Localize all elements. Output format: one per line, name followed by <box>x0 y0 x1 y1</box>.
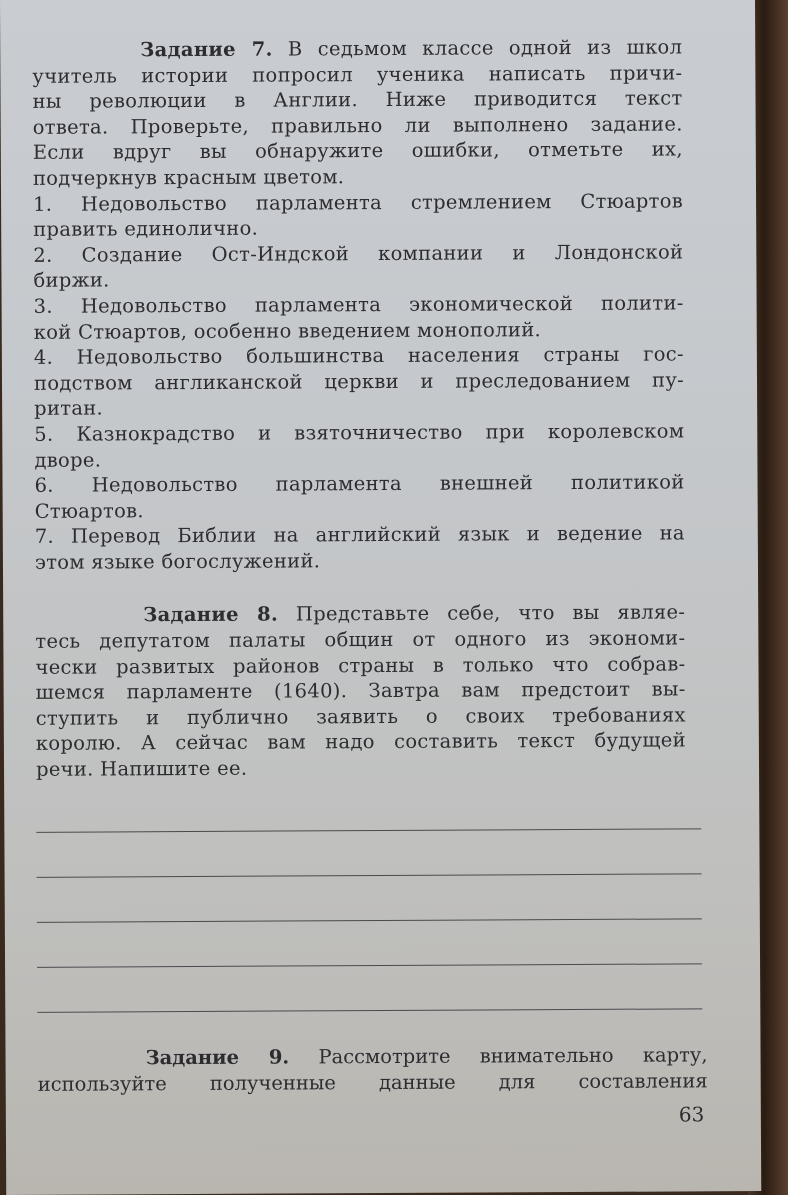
text-line <box>34 316 684 345</box>
line-text: ны революции в Англии. Ниже приводится текст <box>32 86 683 114</box>
line-text: биржи. <box>33 268 110 293</box>
text-line <box>35 600 685 629</box>
text-line <box>34 393 684 422</box>
page-text <box>32 34 686 782</box>
answer-writing-line[interactable] <box>37 963 702 967</box>
answer-item <box>33 239 683 294</box>
line-text: 6. Недовольство парламента внешней политикой <box>34 470 685 497</box>
line-text: 3. Недовольство парламента экономической полити- <box>33 291 684 318</box>
line-text: учитель истории попросил ученика написать причи- <box>32 61 683 88</box>
task-heading: Задание 7. <box>140 37 273 62</box>
task-9 <box>37 1042 707 1097</box>
text-line <box>33 111 683 140</box>
line-text: 1. Недовольство парламента стремлением Стюартов <box>33 188 684 216</box>
line-text: В седьмом классе одной из школ <box>287 35 683 61</box>
text-line <box>33 214 683 243</box>
line-text: королю. А сейчас вам надо составить текст будущей <box>35 728 686 756</box>
line-text: кой Стюартов, особенно введением монополий. <box>33 317 542 344</box>
text-line <box>34 444 684 473</box>
line-text: 7. Перевод Библии на английский язык и ведение на <box>34 521 685 549</box>
line-text: ответа. Проверьте, правильно ли выполнено задание. <box>32 112 683 139</box>
text-line <box>32 60 682 89</box>
line-text: подчеркнув красным цветом. <box>32 165 345 190</box>
text-line <box>36 677 686 706</box>
text-line <box>36 702 686 731</box>
text-line <box>33 137 683 166</box>
line-text: 2. Создание Ост-Индской компании и Лондонской <box>33 240 684 267</box>
text-line <box>34 367 684 396</box>
text-line <box>35 521 685 550</box>
text-line <box>32 34 682 63</box>
answer-item <box>34 470 684 525</box>
line-text: 5. Казнокрадство и взяточничество при королевском <box>34 419 685 446</box>
answer-item <box>34 342 684 422</box>
answer-writing-line[interactable] <box>37 1008 702 1012</box>
line-text: ритан. <box>34 396 104 421</box>
task-8 <box>35 600 686 783</box>
task-7-intro <box>32 34 683 191</box>
line-text: тесь депутатом палаты общин от одного из экономи- <box>35 626 686 653</box>
line-text: речи. Напишите ее. <box>35 756 248 781</box>
line-text: Если вдруг вы обнаружите ошибки, отметьте их, <box>32 137 683 165</box>
text-line <box>36 753 686 782</box>
answer-writing-line[interactable] <box>36 828 701 832</box>
line-text: 4. Недовольство большинства населения страны гос- <box>33 342 684 369</box>
line-text: этом языке богослужений. <box>34 549 321 574</box>
answer-writing-line[interactable] <box>37 918 702 922</box>
text-line <box>34 470 684 499</box>
page-number: 63 <box>678 1102 705 1127</box>
text-line <box>37 1042 707 1071</box>
answer-writing-line[interactable] <box>37 873 702 877</box>
answer-item <box>33 188 683 243</box>
line-text: Представьте себе, что вы являе- <box>295 600 686 626</box>
text-line <box>34 342 684 371</box>
text-line <box>32 86 682 115</box>
line-text: Рассмотрите внимательно карту, <box>318 1043 708 1069</box>
text-line <box>35 651 685 680</box>
line-text: ступить и публично заявить о своих требованиях <box>35 703 686 730</box>
text-line <box>35 546 685 575</box>
line-text: шемся парламенте (1640). Завтра вам предстоит вы- <box>35 677 686 705</box>
line-text: подством англиканской церкви и преследованием пу- <box>33 368 685 395</box>
text-line <box>33 162 683 191</box>
spacer <box>35 572 685 603</box>
text-line <box>34 290 684 319</box>
text-line <box>35 495 685 524</box>
text-line <box>33 188 683 217</box>
answer-item <box>34 418 684 473</box>
text-line <box>33 239 683 268</box>
line-text: править единолично. <box>33 216 259 241</box>
text-line <box>38 1068 708 1097</box>
text-line <box>33 265 683 294</box>
answer-item <box>34 290 684 345</box>
line-text: Стюартов. <box>34 498 144 523</box>
line-text: дворе. <box>34 447 102 472</box>
answer-item <box>35 521 685 576</box>
line-text: используйте полученные данные для составления <box>37 1068 708 1096</box>
text-line <box>36 728 686 757</box>
text-line <box>34 418 684 447</box>
task-heading: Задание 8. <box>143 603 279 627</box>
task-heading: Задание 9. <box>145 1045 290 1070</box>
line-text: чески развитых районов страны в только что собрав- <box>35 652 686 679</box>
text-line <box>35 625 685 654</box>
